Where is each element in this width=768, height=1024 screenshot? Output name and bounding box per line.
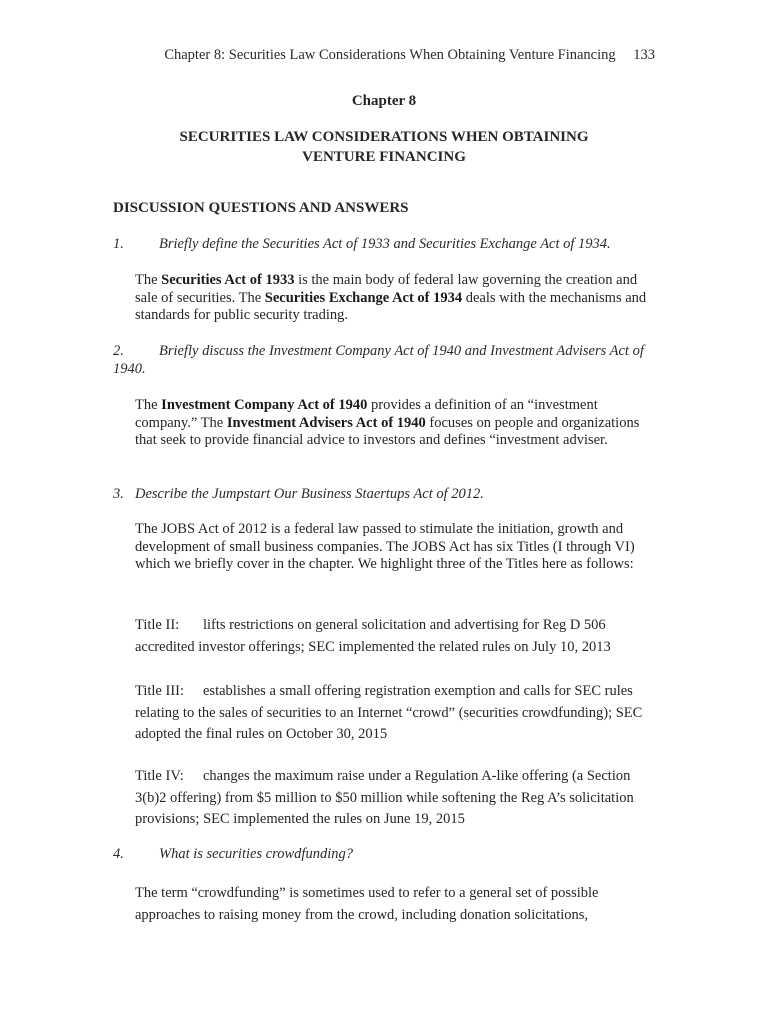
section-heading: DISCUSSION QUESTIONS AND ANSWERS <box>113 200 409 216</box>
question-text: Briefly discuss the Investment Company Act of 1940 and Investment Advisers Act of 1940. <box>113 343 644 377</box>
question-3 <box>113 486 653 504</box>
chapter-title-line-1: SECURITIES LAW CONSIDERATIONS WHEN OBTAINING <box>179 129 589 145</box>
running-header-title: Chapter 8: Securities Law Considerations When Obtaining Venture Financing <box>164 47 616 63</box>
jobs-title-text: lifts restrictions on general solicitation and advertising for Reg D 506 accredited investor offerings; SEC implemented the related rules on July 10, 2013 <box>135 617 611 655</box>
chapter-title-line-2: VENTURE FINANCING <box>302 149 466 165</box>
question-2 <box>113 343 653 378</box>
question-number: 1. <box>113 236 124 252</box>
answer-2 <box>135 397 655 450</box>
answer-text: provides a definition of an “investment company.” The <box>135 397 598 431</box>
jobs-title-item <box>135 766 655 831</box>
jobs-title-item <box>135 681 655 746</box>
answer-bold-term: Securities Act of 1933 <box>161 272 295 288</box>
question-number: 4. <box>113 846 124 862</box>
chapter-title <box>0 127 768 167</box>
question-text: What is securities crowdfunding? <box>159 846 353 862</box>
chapter-label: Chapter 8 <box>351 93 417 109</box>
answer-text: deals with the mechanisms and standards for public security trading. <box>135 289 647 323</box>
jobs-title-item <box>135 615 655 658</box>
question-text: Describe the Jumpstart Our Business Staertups Act of 2012. <box>135 486 484 502</box>
running-header <box>164 47 655 64</box>
question-number: 2. <box>113 343 124 359</box>
question-number: 3. <box>113 486 124 502</box>
answer-4: The term “crowdfunding” is sometimes used to refer to a general set of possible approaches to raising money from the crowd, including donation solicitations, <box>135 885 599 923</box>
answer-bold-term: Investment Advisers Act of 1940 <box>226 414 426 431</box>
answer-3: The JOBS Act of 2012 is a federal law passed to stimulate the initiation, growth and development of small business companies. The JOBS Act has six Titles (I through VI) which we briefly cover in the chapter. We highlight three of the Titles here as follows: <box>135 521 635 572</box>
jobs-title-text: changes the maximum raise under a Regulation A-like offering (a Section 3(b)2 offering) from $5 million to $50 million while softening the Reg A’s solicitation provisions; SEC implemented the rules on June 19, 2015 <box>135 768 634 827</box>
answer-text: focuses on people and organizations that seek to provide financial advice to investors and defines “investment adviser. <box>135 414 640 448</box>
jobs-title-label: Title III: <box>135 683 185 699</box>
answer-1 <box>135 272 655 325</box>
answer-text: The <box>135 272 162 288</box>
answer-bold-term: Securities Exchange Act of 1934 <box>264 289 463 306</box>
question-1 <box>113 236 653 254</box>
answer-text: is the main body of federal law governing the creation and sale of securities. The <box>135 272 638 306</box>
jobs-title-label: Title II: <box>135 617 180 633</box>
question-4 <box>113 846 653 864</box>
answer-bold-term: Investment Company Act of 1940 <box>161 397 368 413</box>
page-number: 133 <box>633 47 655 63</box>
answer-text: The <box>135 397 162 413</box>
question-text: Briefly define the Securities Act of 1933 and Securities Exchange Act of 1934. <box>159 236 611 252</box>
jobs-title-label: Title IV: <box>135 768 184 784</box>
jobs-title-text: establishes a small offering registration exemption and calls for SEC rules relating to the sales of securities to an Internet “crowd” (securities crowdfunding); SEC adopted the final rules on October 30, 2015 <box>135 683 643 742</box>
